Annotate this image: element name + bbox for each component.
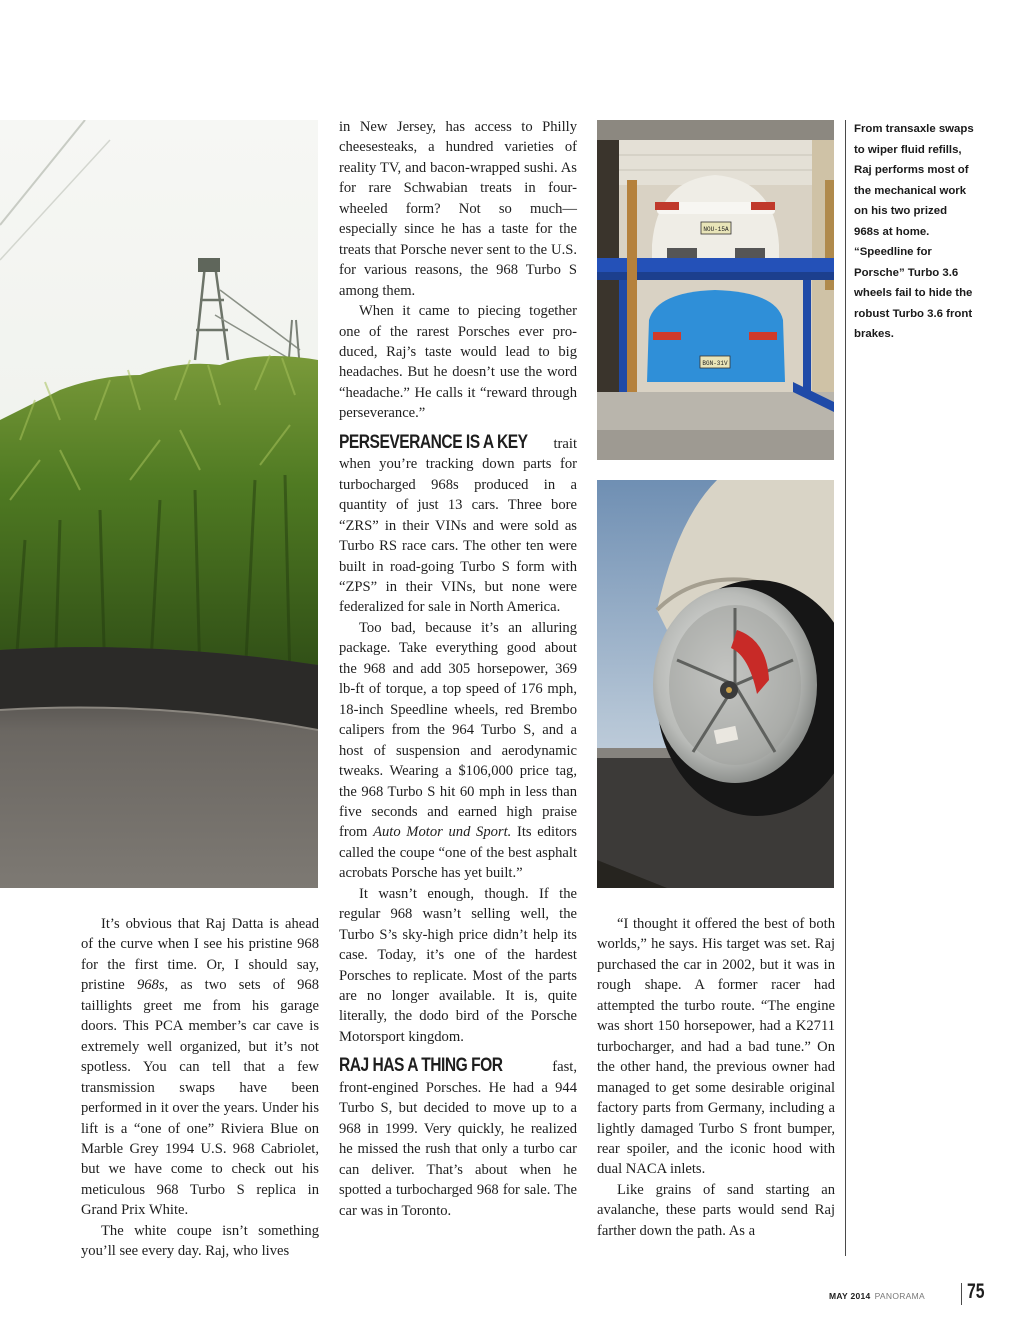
footer-issue: MAY 2014 PANORAMA — [828, 1291, 925, 1301]
lead-in: PERSEVERANCE IS A KEY — [339, 431, 528, 453]
wheel-detail-photo — [597, 480, 834, 888]
paragraph-2: When it came to piecing together one of the rarest Porsches ever produced, Raj’s taste would lead to big headaches. But he doesn’t use the word “headache.” He calls it “reward through perseverance.” — [339, 303, 577, 422]
paragraph-1: It’s obvious that Raj Datta is ahead of the curve when I see his pristine 968 for the first time. Or, I should say, pristine 968s, as two sets of 968 taillights greet me from his garage doors. This PCA member’s car cave is extremely well organized, but it’s not spotless. You can tell that a few transmission swaps have been performed in it over the years. Under his lift is a “one of one” Riviera Blue on Marble Grey 1994 U.S. 968 Cabriolet, but we have come to check out his meticulous 968 Turbo S replica in Grand Prix White. — [81, 916, 319, 1219]
section-perseverance: PERSEVERANCE IS A KEY trait when you’re tracking down parts for turbocharged 968s produced in a quantity of just 13 cars. Three bore “ZRS” in their VINs and were sold as Turbo RS race cars. The other ten were built in road-going Turbo S form with “ZPS” in their VINs, but none were federalized for sale in North America. — [339, 431, 577, 616]
paragraph-1: “I thought it offered the best of both worlds,” he says. His target was set. Raj purchased the car in 2002, but it was in rough shape. A former racer had attempted the turbo route. “The engine was short 150 horsepower, had a K2711 turbocharger, and had a bad tune.” On the other hand, the previous owner had managed to get some desirable original factory parts from Germany, including a lightly damaged Turbo S front bumper, rear spoiler, and the iconic hood with dual NACA inlets. — [597, 916, 835, 1178]
paragraph-4: It wasn’t enough, though. If the regular 968 wasn’t selling well, the Turbo S’s sky-high price didn’t help its case. Today, it’s one of the hardest Porsches to replicate. Most of the parts are no longer available. It is, quite literally, the dodo bird of the Porsche Motorsport kingdom. — [339, 885, 577, 1045]
photo-caption: From transaxle swaps to wiper fluid refills, Raj performs most of the mechanical work on his two prized 968s at home. “Speedline for Porsche” Turbo 3.6 wheels fail to hide the robust Turbo 3.6 front brakes. — [854, 123, 974, 340]
garage-lift-photo — [597, 120, 834, 460]
page-number: 75 — [967, 1280, 985, 1303]
article-column-3 — [597, 914, 835, 1241]
cornfield-road-photo — [0, 120, 318, 888]
paragraph-1: in New Jersey, has access to Philly cheesesteaks, a hundred varieties of reality TV, and bacon-wrapped sushi. As for rare Schwabian treats in four-wheeled form? Not so much—especially since he has a taste for the treats that Porsche never sent to the U.S. for various reasons, the 968 Turbo S among them. — [339, 119, 577, 299]
upper-plate-text: NOU-15A — [703, 226, 729, 233]
lower-plate-text: BGN-31V — [702, 360, 728, 367]
article-column-1 — [81, 914, 319, 1262]
caption-divider — [845, 120, 846, 1256]
lead-in: RAJ HAS A THING FOR — [339, 1055, 503, 1077]
paragraph-2: Like grains of sand starting an avalanche, these parts would send Raj farther down the path. As a — [597, 1181, 835, 1239]
section-raj: RAJ HAS A THING FOR fast, front-engined Porsches. He had a 944 Turbo S, but decided to move up to a 968 in 1999. Very quickly, he realized he missed the rush that only a turbo car can deliver. That’s about when he spotted a turbocharged 968 for sale. The car was in Toronto. — [339, 1055, 577, 1219]
paragraph-2: The white coupe isn’t something you’ll see every day. Raj, who lives — [81, 1222, 319, 1260]
article-column-2 — [339, 117, 577, 1221]
footer-divider — [961, 1283, 962, 1305]
paragraph-3: Too bad, because it’s an alluring package. Take everything good about the 968 and add 305 horsepower, 369 lb-ft of torque, a top speed of 176 mph, 18-inch Speedline wheels, red Brembo calipers from the 964 Turbo S, and a host of suspension and aerodynamic tweaks. Wearing a $106,000 price tag, the 968 Turbo S hit 60 mph in less than five seconds and earned high praise from Auto Motor und Sport. Its editors called the coupe “one of the best asphalt acrobats Porsche has yet built.” — [339, 619, 577, 882]
